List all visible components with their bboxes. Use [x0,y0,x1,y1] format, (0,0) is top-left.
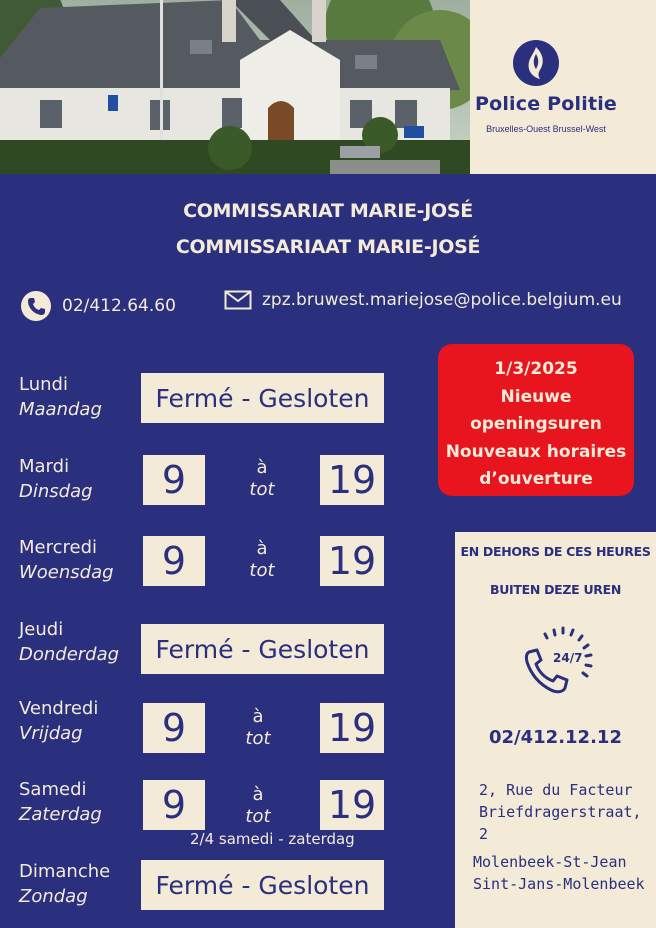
closed-box-thursday: Fermé - Gesloten [141,624,384,674]
open-hour-wednesday: 9 [143,536,205,586]
separator-nl: tot [249,479,275,500]
separator-nl: tot [245,728,271,749]
phone-icon [20,290,52,322]
police-logo [436,0,656,174]
day-fr: Vendredi [19,698,99,719]
separator [238,706,278,750]
separator-fr: à [252,706,264,727]
brand-subtitle: Bruxelles-Ouest Brussel-West [486,124,606,134]
day-nl: Zaterdag [19,804,102,825]
police-flame-icon [513,40,559,86]
day-nl: Maandag [19,399,102,420]
header [0,0,656,174]
station-photo [0,0,470,174]
open-hour-tuesday: 9 [143,455,205,505]
separator-fr: à [256,457,268,478]
email-contact[interactable] [224,290,622,310]
day-fr: Jeudi [19,619,64,640]
close-hour-tuesday: 19 [320,455,384,505]
phone-number: 02/412.64.60 [62,296,176,316]
after-hours-panel [455,532,656,928]
icon-label: 24/7 [553,651,583,665]
day-wednesday [19,535,114,585]
new-hours-notice [438,344,634,496]
envelope-icon [224,290,252,310]
address-nl: Briefdragerstraat, 2 [479,803,642,843]
day-fr: Samedi [19,779,87,800]
after-hours-heading-fr: EN DEHORS DE CES HEURES [460,544,651,559]
address-fr: 2, Rue du Facteur [479,781,633,799]
close-hour-saturday: 19 [320,780,384,830]
open-hour-saturday: 9 [143,780,205,830]
closed-box-sunday: Fermé - Gesloten [141,860,384,910]
closed-box-monday: Fermé - Gesloten [141,373,384,423]
brand-name: Police Politie [474,93,618,115]
title-fr: COMMISSARIAT MARIE-JOSÉ [183,200,473,222]
day-nl: Zondag [19,886,88,907]
address [479,779,656,845]
close-hour-wednesday: 19 [320,536,384,586]
day-thursday [19,617,119,667]
email-address: zpz.bruwest.mariejose@police.belgium.eu [262,290,622,310]
close-hour-friday: 19 [320,703,384,753]
day-nl: Dinsdag [19,481,93,502]
city [473,851,645,895]
separator-fr: à [252,784,264,805]
separator-nl: tot [249,560,275,581]
after-hours-heading-nl: BUITEN DEZE UREN [489,582,622,597]
day-nl: Woensdag [19,562,114,583]
phone-contact[interactable] [20,290,176,322]
notice-date: 1/3/2025 [494,359,578,379]
open-hour-friday: 9 [143,703,205,753]
day-fr: Lundi [19,374,68,395]
24-7-phone-icon [519,622,597,705]
separator-fr: à [256,538,268,559]
notice-line: Nouveaux horaires [445,441,627,462]
day-fr: Dimanche [19,861,111,882]
city-nl: Sint-Jans-Molenbeek [473,875,645,893]
day-friday [19,696,98,746]
day-tuesday [19,454,93,504]
notice-line: d’ouverture [479,469,593,489]
separator [242,538,282,582]
title-nl: COMMISSARIAAT MARIE-JOSÉ [175,236,481,258]
day-nl: Donderdag [19,644,120,665]
day-nl: Vrijdag [19,723,83,744]
day-saturday [19,777,102,827]
day-sunday [19,859,110,909]
separator [242,457,282,501]
day-fr: Mardi [19,456,70,477]
day-monday [19,372,102,422]
separator-nl: tot [245,806,271,827]
notice-line: Nieuwe [500,386,572,407]
city-fr: Molenbeek-St-Jean [473,853,627,871]
separator [238,784,278,828]
day-fr: Mercredi [19,537,98,558]
notice-line: openingsuren [470,414,602,434]
after-hours-phone[interactable]: 02/412.12.12 [489,727,622,748]
saturday-note: 2/4 samedi - zaterdag [190,830,355,848]
